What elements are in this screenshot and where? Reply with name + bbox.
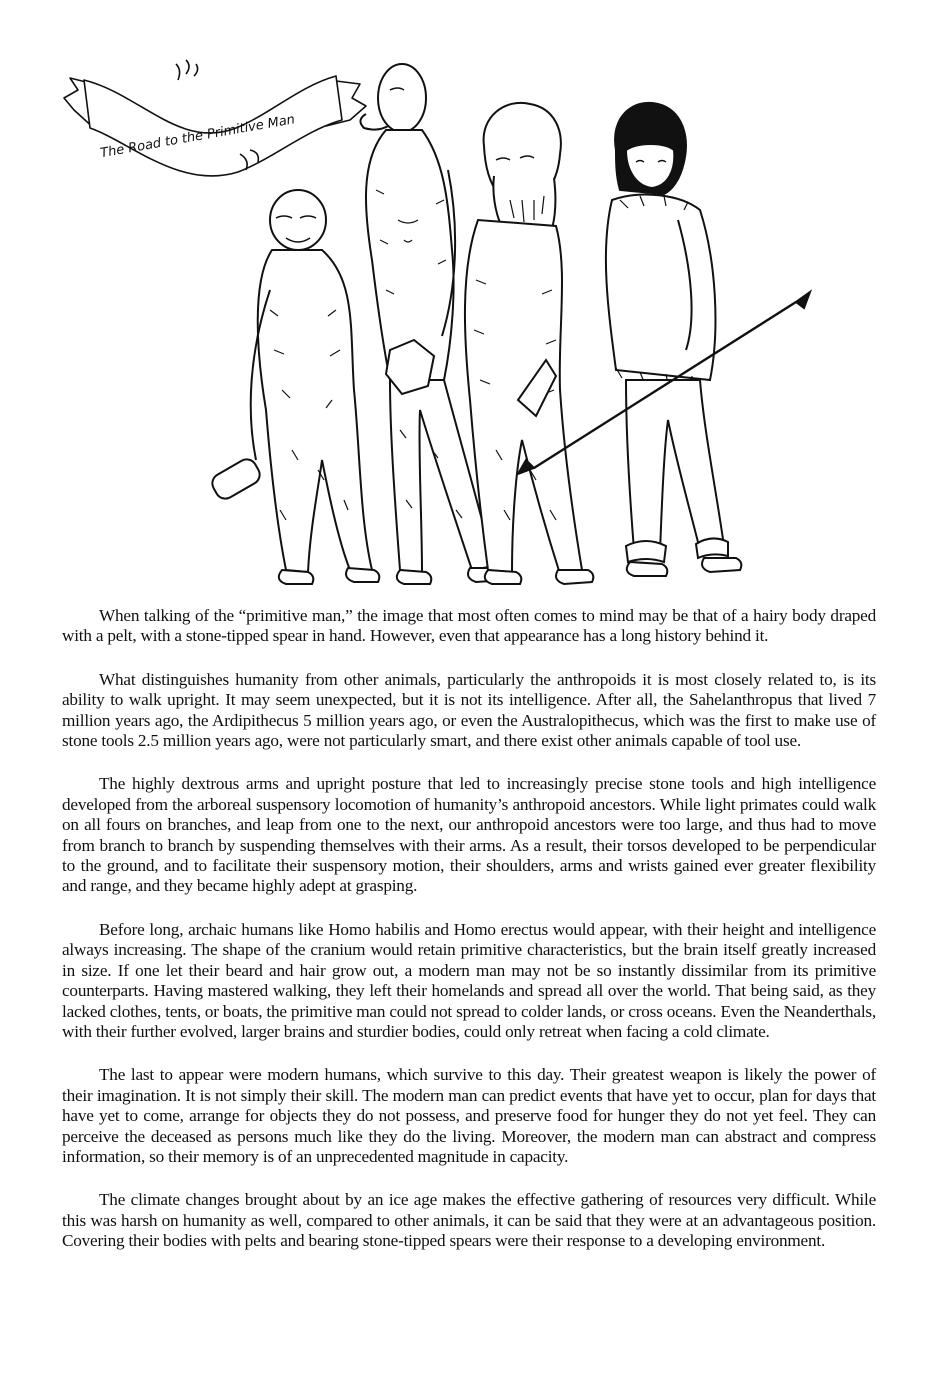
paragraph-6: The climate changes brought about by an ice age makes the effective gathering of resources very difficult. While this was harsh on humanity as well, compared to other animals, it can be said that they were at an advantageous position. Covering their bodies with pelts and bearing stone-tipped spears were their response to a developing environment. xyxy=(62,1190,876,1251)
paragraph-1: When talking of the “primitive man,” the image that most often comes to mind may be that of a hairy body draped with a pelt, with a stone-tipped spear in hand. However, even that appearance has a long history behind it. xyxy=(62,606,876,646)
paragraph-4: Before long, archaic humans like Homo habilis and Homo erectus would appear, with their height and intelligence always increasing. The shape of the cranium would retain primitive characteristics, but the brain itself greatly increased in size. If one let their beard and hair grow out, a modern man may not be so instantly dissimilar from its primitive counterparts. Having mastered walking, they left their homelands and spread all over the world. That being said, as they lacked clothes, tents, or boats, the primitive man could not spread to colder lands, or cross oceans. Even the Neanderthals, with their further evolved, larger brains and sturdier bodies, could only retreat when facing a cold climate. xyxy=(62,919,876,1041)
evolution-illustration xyxy=(60,50,880,600)
figure-neanderthal xyxy=(465,103,593,584)
banner-title: The Road to the Primitive Man xyxy=(99,112,297,162)
paragraph-2: What distinguishes humanity from other animals, particularly the anthropoids it is most closely related to, is its ability to walk upright. It may seem unexpected, but it is not its intelligence. After all, the Sahelanthropus that lived 7 million years ago, the Ardipithecus 5 million years ago, or even the Australopithecus, which was the first to make use of stone tools 2.5 million years ago, were not particularly smart, and there exist other animals capable of tool use. xyxy=(62,669,876,751)
article-body xyxy=(62,606,876,1275)
paragraph-3: The highly dextrous arms and upright posture that led to increasingly precise stone tools and high intelligence developed from the arboreal suspensory locomotion of humanity’s anthropoid ancestors. While light primates could walk on all fours on branches, and leap from one to the next, our anthropoid ancestors were too large, and thus had to move from branch to branch by suspending themselves with their arms. As a result, their torsos developed to be perpendicular to the ground, and to facilitate their suspensory motion, their shoulders, arms and wrists gained ever greater flexibility and range, and they became highly adept at grasping. xyxy=(62,774,876,896)
paragraph-5: The last to appear were modern humans, which survive to this day. Their greatest weapon is likely the power of their imagination. It is not simply their skill. The modern man can predict events that have yet to occur, plan for days that have yet to come, arrange for objects they do not possess, and preserve food for hunger they do not yet feel. They can perceive the deceased as persons much like they do the living. Moreover, the modern man can abstract and compress information, so their memory is of an unprecedented magnitude in capacity. xyxy=(62,1065,876,1166)
figure-australopithecus xyxy=(209,190,380,584)
